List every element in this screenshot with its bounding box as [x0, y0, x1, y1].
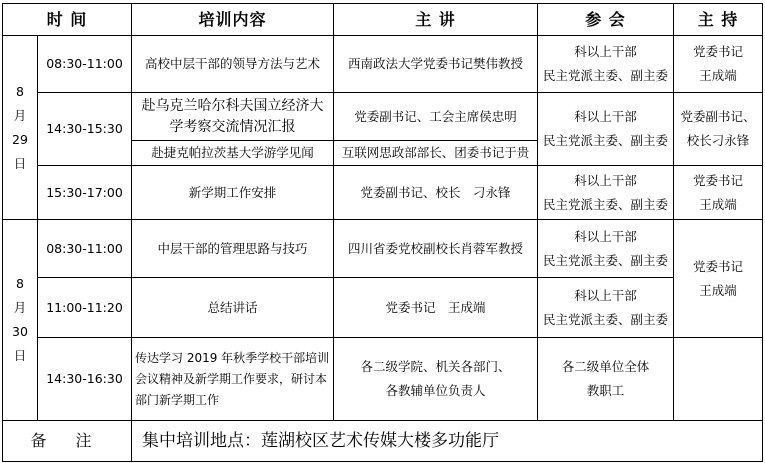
- session-host: 党委书记 王成端: [674, 166, 763, 220]
- session-time: 08:30-11:00: [38, 36, 132, 93]
- session-host: 党委书记 王成端: [674, 36, 763, 93]
- header-speaker: 主 讲: [334, 4, 538, 36]
- session-content: 传达学习 2019 年秋季学校干部培训会议精神及新学期工作要求，研讨本部门新学期工作: [132, 338, 334, 421]
- session-attendees: 科以上干部 民主党派主委、副主委: [538, 278, 674, 338]
- session-time: 11:00-11:20: [38, 278, 132, 338]
- header-host: 主 持: [674, 4, 763, 36]
- session-speaker: 各二级学院、机关各部门、 各教辅单位负责人: [334, 338, 538, 421]
- table-row: [3, 93, 763, 141]
- session-host: 党委副书记、 校长刁永锋: [674, 93, 763, 166]
- date-cell-aug29: 8 月 29 日: [3, 36, 38, 220]
- header-time: 时 间: [3, 4, 132, 36]
- table-row: [3, 338, 763, 421]
- session-attendees: 科以上干部 民主党派主委、副主委: [538, 93, 674, 166]
- header-attendees: 参 会: [538, 4, 674, 36]
- table-row: [3, 166, 763, 220]
- header-row: [3, 4, 763, 36]
- session-attendees: 各二级单位全体 教职工: [538, 338, 674, 421]
- session-content: 赴捷克帕拉茨基大学游学见闻: [132, 141, 334, 166]
- header-content: 培训内容: [132, 4, 334, 36]
- session-host: 党委书记 王成端: [674, 220, 763, 338]
- session-content: 总结讲话: [132, 278, 334, 338]
- session-attendees: 科以上干部 民主党派主委、副主委: [538, 220, 674, 278]
- session-host-empty: [674, 338, 763, 421]
- session-speaker: 西南政法大学党委书记樊伟教授: [334, 36, 538, 93]
- session-speaker: 四川省委党校副校长肖蓉军教授: [334, 220, 538, 278]
- session-speaker: 互联网思政部部长、团委书记于贵: [334, 141, 538, 166]
- session-content: 中层干部的管理思路与技巧: [132, 220, 334, 278]
- session-content: 新学期工作安排: [132, 166, 334, 220]
- note-row: [3, 421, 763, 462]
- session-time: 15:30-17:00: [38, 166, 132, 220]
- session-attendees: 科以上干部 民主党派主委、副主委: [538, 166, 674, 220]
- table-row: [3, 278, 763, 338]
- session-time: 08:30-11:00: [38, 220, 132, 278]
- session-speaker: 党委书记 王成端: [334, 278, 538, 338]
- date-cell-aug30: 8 月 30 日: [3, 220, 38, 421]
- note-text: 集中培训地点：莲湖校区艺术传媒大楼多功能厅: [132, 421, 763, 462]
- note-label: 备 注: [3, 421, 132, 462]
- table-row: [3, 36, 763, 93]
- session-attendees: 科以上干部 民主党派主委、副主委: [538, 36, 674, 93]
- session-content: 赴乌克兰哈尔科夫国立经济大学考察交流情况汇报: [132, 93, 334, 141]
- table-row: [3, 220, 763, 278]
- training-schedule-table: [2, 3, 763, 462]
- session-speaker: 党委副书记、工会主席侯忠明: [334, 93, 538, 141]
- session-content: 高校中层干部的领导方法与艺术: [132, 36, 334, 93]
- session-time: 14:30-16:30: [38, 338, 132, 421]
- session-time: 14:30-15:30: [38, 93, 132, 166]
- session-speaker: 党委副书记、校长 刁永锋: [334, 166, 538, 220]
